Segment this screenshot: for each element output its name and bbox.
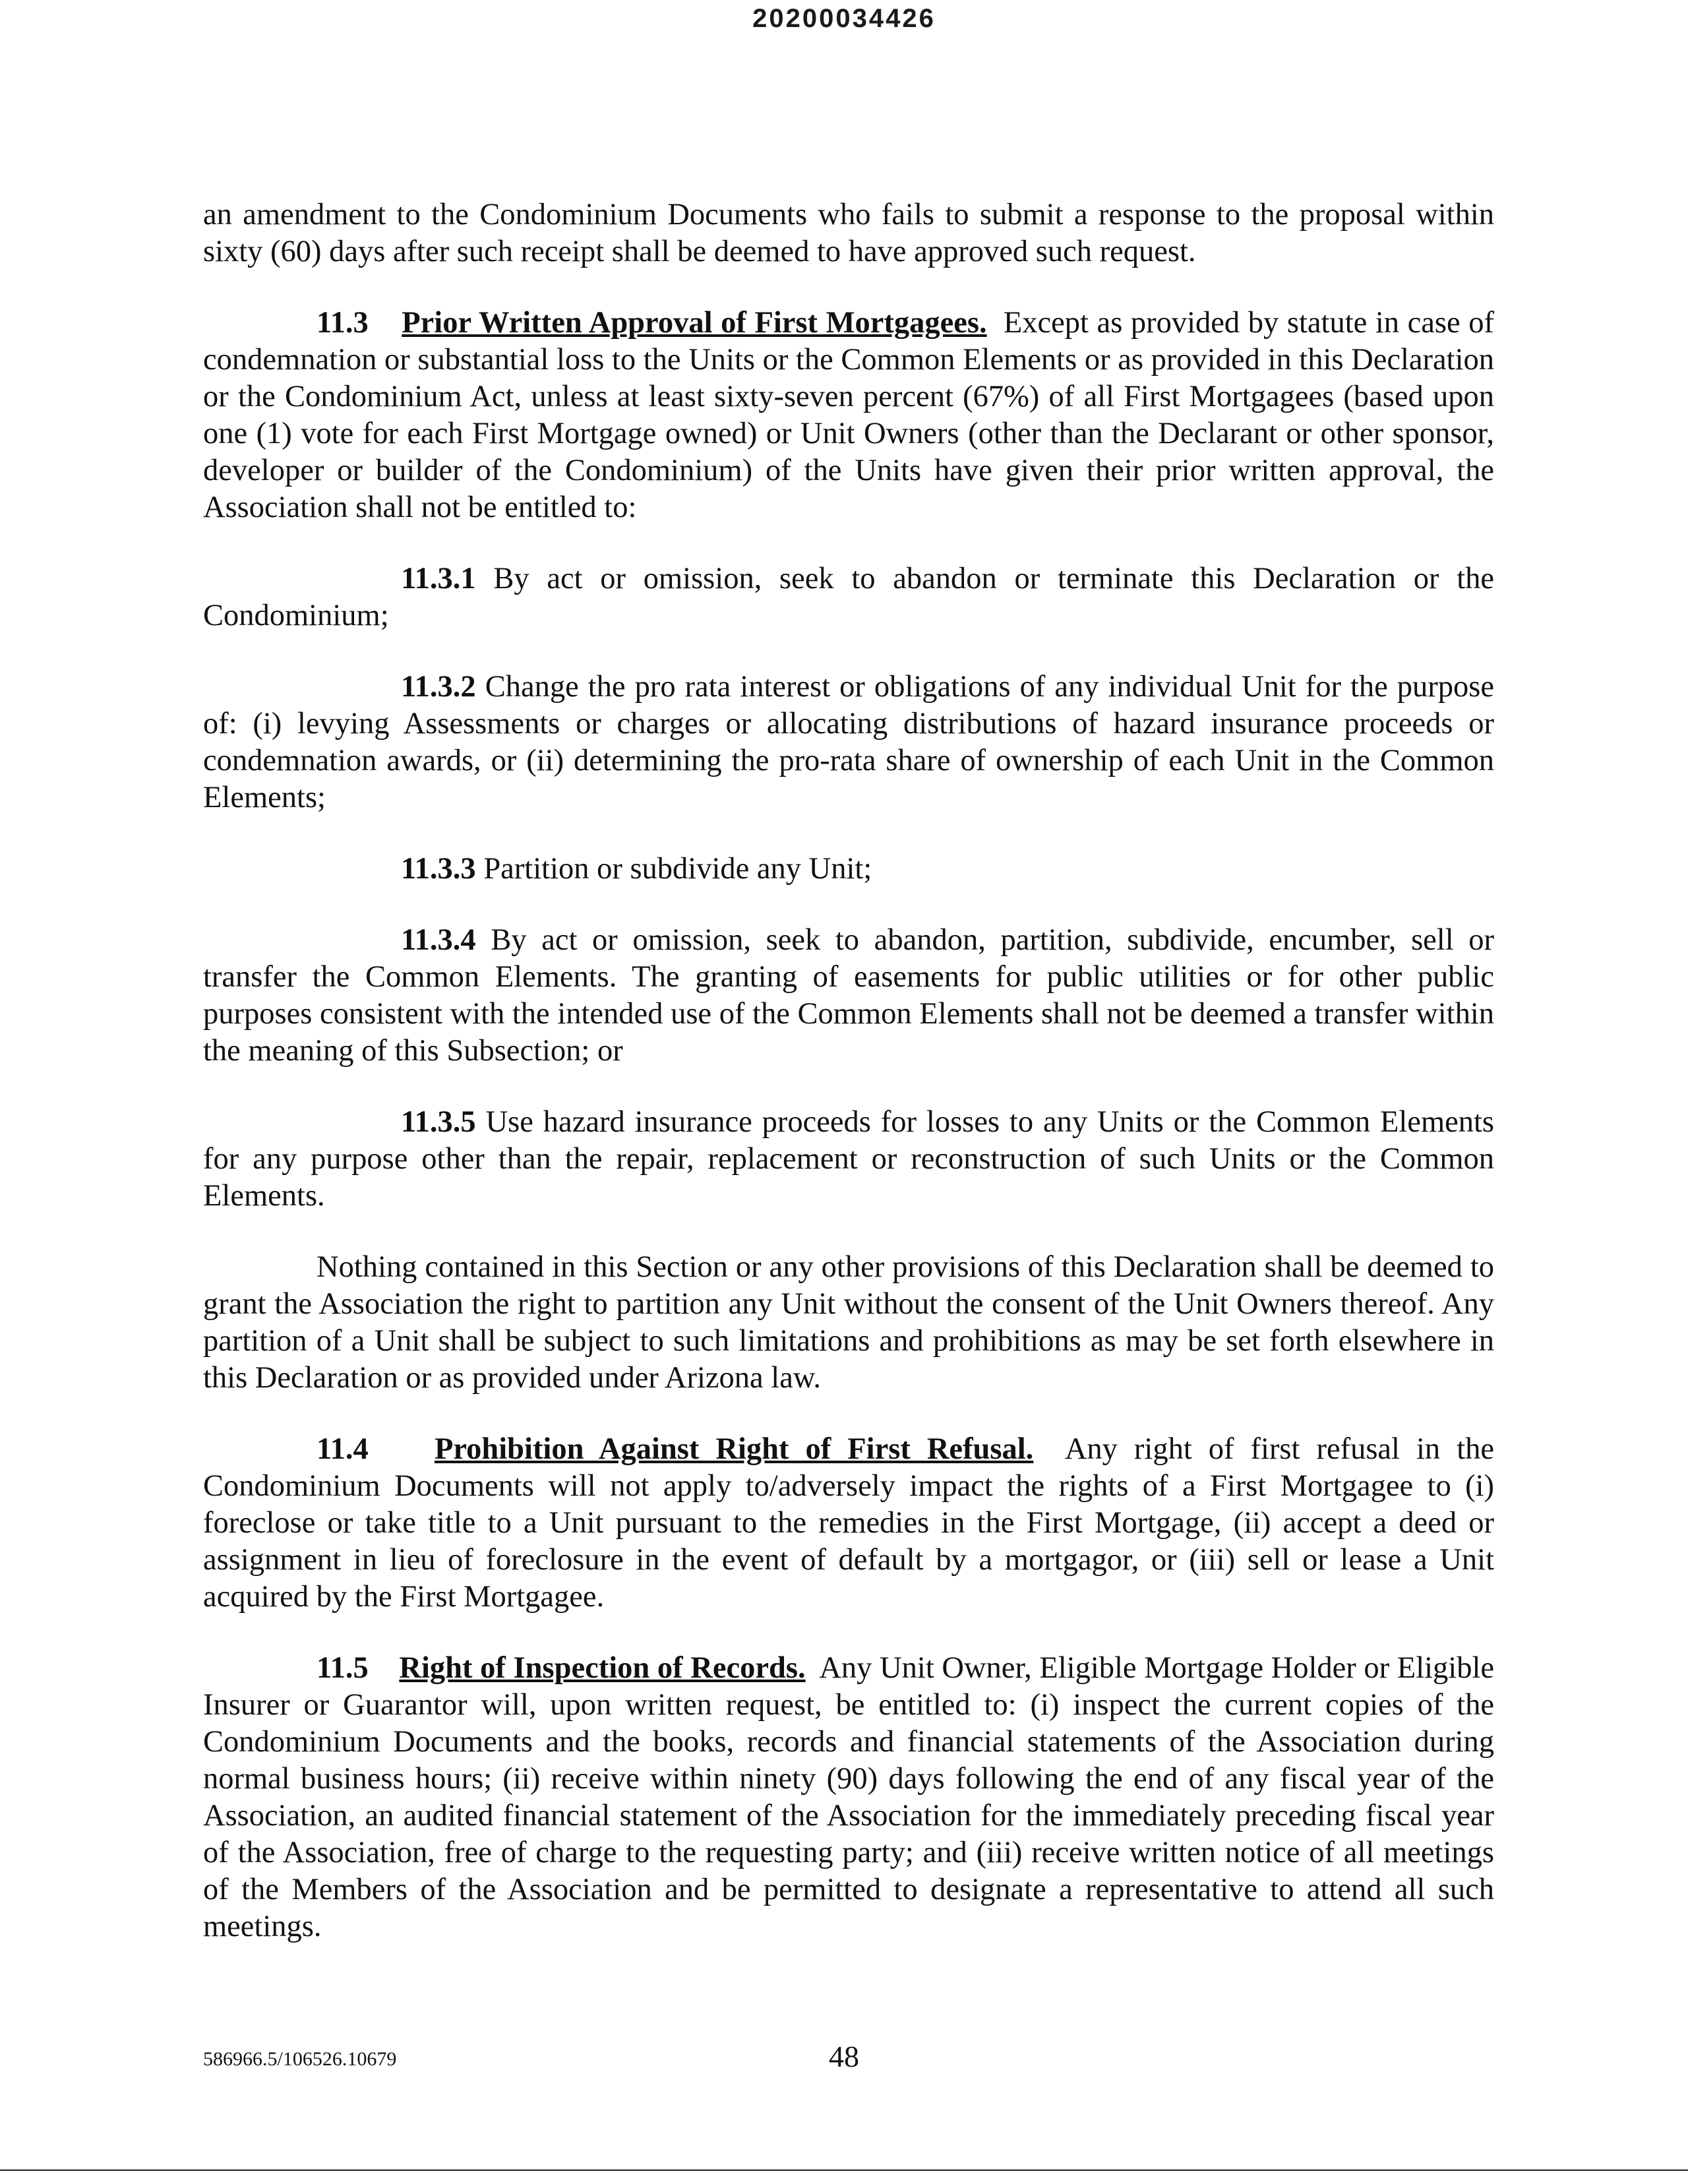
subsection-11-3-3 xyxy=(203,851,1494,888)
section-11-5 xyxy=(203,1650,1494,1945)
subsection-number: 11.3.3 xyxy=(401,852,476,886)
section-number: 11.5 xyxy=(316,1651,369,1685)
subsection-text: Partition or subdivide any Unit; xyxy=(483,852,872,886)
section-title: Prohibition Against Right of First Refusal. xyxy=(434,1432,1034,1466)
subsection-number: 11.3.2 xyxy=(401,670,476,704)
section-title: Prior Written Approval of First Mortgagees. xyxy=(402,306,987,340)
subsection-number: 11.3.4 xyxy=(401,923,476,957)
subsection-number: 11.3.1 xyxy=(401,562,476,595)
section-number: 11.4 xyxy=(316,1432,369,1466)
subsection-text: By act or omission, seek to abandon, partition, subdivide, encumber, sell or transfer the Common Elements. The granting of easements for public utilities or for other public purposes consistent with the intended use of the Common Elements shall not be deemed a transfer within the meaning of this Subsection; or xyxy=(203,923,1495,1068)
bottom-divider xyxy=(0,2169,1688,2171)
subsection-text: By act or omission, seek to abandon or terminate this Declaration or the Condominium; xyxy=(203,562,1494,632)
subsection-number: 11.3.5 xyxy=(401,1105,476,1139)
paragraph-continuation: an amendment to the Condominium Documents who fails to submit a response to the proposal within sixty (60) days after such receipt shall be deemed to have approved such request. xyxy=(203,198,1494,268)
section-title: Right of Inspection of Records. xyxy=(399,1651,806,1685)
section-text: Any Unit Owner, Eligible Mortgage Holder or Eligible Insurer or Guarantor will, upon written request, be entitled to: (i) inspect the current copies of the Condominium Documents and the books, records and financial statements of the Association during normal business hours; (ii) receive within ninety (90) days following the end of any fiscal year of the Association, an audited financial statement of the Association for the immediately preceding fiscal year of the Association, free of charge to the requesting party; and (iii) receive written notice of all meetings of the Members of the Association and be permitted to designate a representative to attend all such meetings. xyxy=(203,1651,1495,1943)
section-number: 11.3 xyxy=(316,306,369,340)
document-body xyxy=(203,197,1494,1945)
footer-document-id: 586966.5/106526.10679 xyxy=(203,2048,397,2070)
subsection-11-3-1 xyxy=(203,561,1494,634)
section-text: Any right of first refusal in the Condominium Documents will not apply to/adversely impact the rights of a First Mortgagee to (i) foreclose or take title to a Unit pursuant to the remedies in the First Mortgage, (ii) accept a deed or assignment in lieu of foreclosure in the event of default by a mortgagor, or (iii) sell or lease a Unit acquired by the First Mortgagee. xyxy=(203,1432,1495,1614)
subsection-11-3-2 xyxy=(203,669,1494,816)
subsection-text: Change the pro rata interest or obligations of any individual Unit for the purpose of: (i) levying Assessments or charges or allocating distributions of hazard insurance proceeds or condemnation awards, or (ii) determining the pro-rata share of ownership of each Unit in the Common Elements; xyxy=(203,670,1494,814)
recording-number: 20200034426 xyxy=(752,4,936,33)
subsection-11-3-4 xyxy=(203,922,1494,1070)
section-11-3 xyxy=(203,305,1494,526)
page-number: 48 xyxy=(829,2040,859,2073)
paragraph-nothing-contained: Nothing contained in this Section or any other provisions of this Declaration shall be deemed to grant the Association the right to partition any Unit without the consent of the Unit Owners thereof. Any partition of a Unit shall be subject to such limitations and prohibitions as may be set forth elsewhere in this Declaration or as provided under Arizona law. xyxy=(203,1250,1494,1395)
subsection-11-3-5 xyxy=(203,1104,1494,1215)
section-11-4 xyxy=(203,1431,1494,1616)
subsection-text: Use hazard insurance proceeds for losses to any Units or the Common Elements for any purpose other than the repair, replacement or reconstruction of such Units or the Common Elements. xyxy=(203,1105,1495,1213)
section-text: Except as provided by statute in case of condemnation or substantial loss to the Units or the Common Elements or as provided in this Declaration or the Condominium Act, unless at least sixty-seven percent (67%) of all First Mortgagees (based upon one (1) vote for each First Mortgage owned) or Unit Owners (other than the Declarant or other sponsor, developer or builder of the Condominium) of the Units have given their prior written approval, the Association shall not be entitled to: xyxy=(203,306,1495,524)
